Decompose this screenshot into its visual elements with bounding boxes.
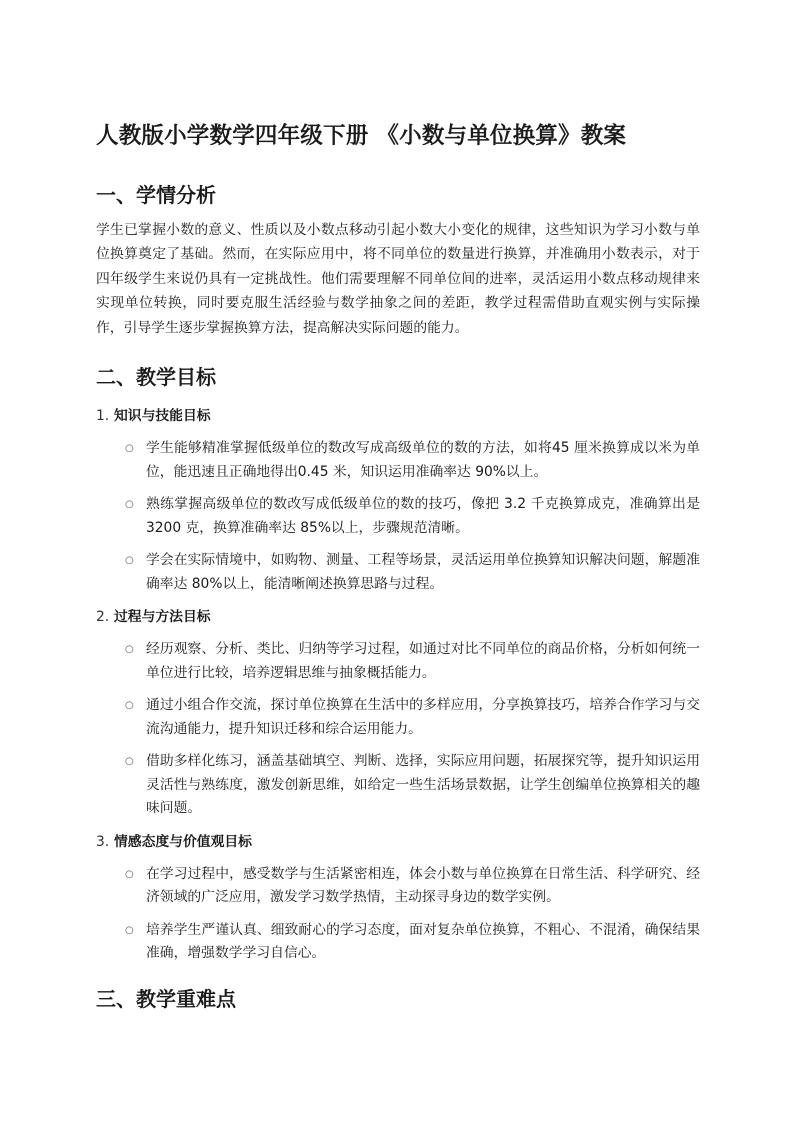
list-item-text: 经历观察、分析、类比、归纳等学习过程，如通过对比不同单位的商品价格，分析如何统一单位进行比较，培养逻辑思维与抽象概括能力。 [146,641,700,681]
list-item-text: 学生能够精准掌握低级单位的数改写成高级单位的数的方法，如将45 厘米换算成以米为单位，能迅速且正确地得出0.45 米，知识运用准确率达 90%以上。 [146,440,700,480]
objective-number: 3. [96,833,110,850]
bullet-circle-icon: ○ [125,756,134,767]
objective-attitude-values [96,830,700,966]
list-item [96,493,700,540]
objective-process-methods [96,605,700,821]
list-item [96,750,700,821]
objective-title: 过程与方法目标 [114,609,211,625]
bullet-circle-icon: ○ [125,555,134,566]
list-item [96,549,700,596]
analysis-paragraph: 学生已掌握小数的意义、性质以及小数点移动引起小数大小变化的规律，这些知识为学习小数与单位换算奠定了基础。然而，在实际应用中，将不同单位的数量进行换算，并准确用小数表示，对于四年级学生来说仍具有一定挑战性。他们需要理解不同单位间的进率，灵活运用小数点移动规律来实现单位转换，同时要克服生活经验与数学抽象之间的差距，教学过程需借助直观实例与实际操作，引导学生逐步掌握换算方法，提高解决实际问题的能力。 [96,222,700,336]
section-heading-analysis: 一、学情分析 [96,183,216,207]
objective-knowledge-skills [96,404,700,596]
list-item [96,694,700,741]
list-item-text: 通过小组合作交流，探讨单位换算在生活中的多样应用，分享换算技巧，培养合作学习与交流沟通能力，提升知识迁移和综合运用能力。 [146,697,700,737]
objective-items [96,863,700,966]
objective-number: 1. [96,408,110,424]
objective-title: 情感态度与价值观目标 [114,833,252,850]
bullet-circle-icon: ○ [125,924,134,936]
document-title: 人教版小学数学四年级下册 《小数与单位换算》教案 [96,123,627,149]
objective-title: 知识与技能目标 [114,408,211,424]
list-item [96,919,700,966]
objective-items [96,638,700,821]
list-item [96,863,700,910]
list-item-text: 熟练掌握高级单位的数改写成低级单位的数的技巧，像把 3.2 千克换算成克，准确算出是 3200 克，换算准确率达 85%以上，步骤规范清晰。 [146,496,700,536]
list-item [96,437,700,484]
objective-number: 2. [96,609,110,625]
bullet-circle-icon: ○ [125,443,134,454]
list-item [96,638,700,685]
list-item-text: 学会在实际情境中，如购物、测量、工程等场景，灵活运用单位换算知识解决问题，解题准确率达 80%以上，能清晰阐述换算思路与过程。 [146,552,700,592]
bullet-circle-icon: ○ [125,868,134,880]
objective-items [96,437,700,596]
section-heading-key-points: 三、教学重难点 [96,987,236,1011]
bullet-circle-icon: ○ [125,499,134,510]
list-item-text: 在学习过程中，感受数学与生活紧密相连，体会小数与单位换算在日常生活、科学研究、经济领域的广泛应用，激发学习数学热情，主动探寻身边的数学实例。 [146,865,700,905]
list-item-text: 借助多样化练习，涵盖基础填空、判断、选择，实际应用问题，拓展探究等，提升知识运用灵活性与熟练度，激发创新思维，如给定一些生活场景数据，让学生创编单位换算相关的趣味问题。 [146,753,700,816]
bullet-circle-icon: ○ [125,644,134,655]
section-heading-objectives: 二、教学目标 [96,365,216,389]
list-item-text: 培养学生严谨认真、细致耐心的学习态度，面对复杂单位换算，不粗心、不混淆，确保结果准确，增强数学学习自信心。 [146,921,700,961]
objectives-list [96,404,700,975]
bullet-circle-icon: ○ [125,700,134,711]
